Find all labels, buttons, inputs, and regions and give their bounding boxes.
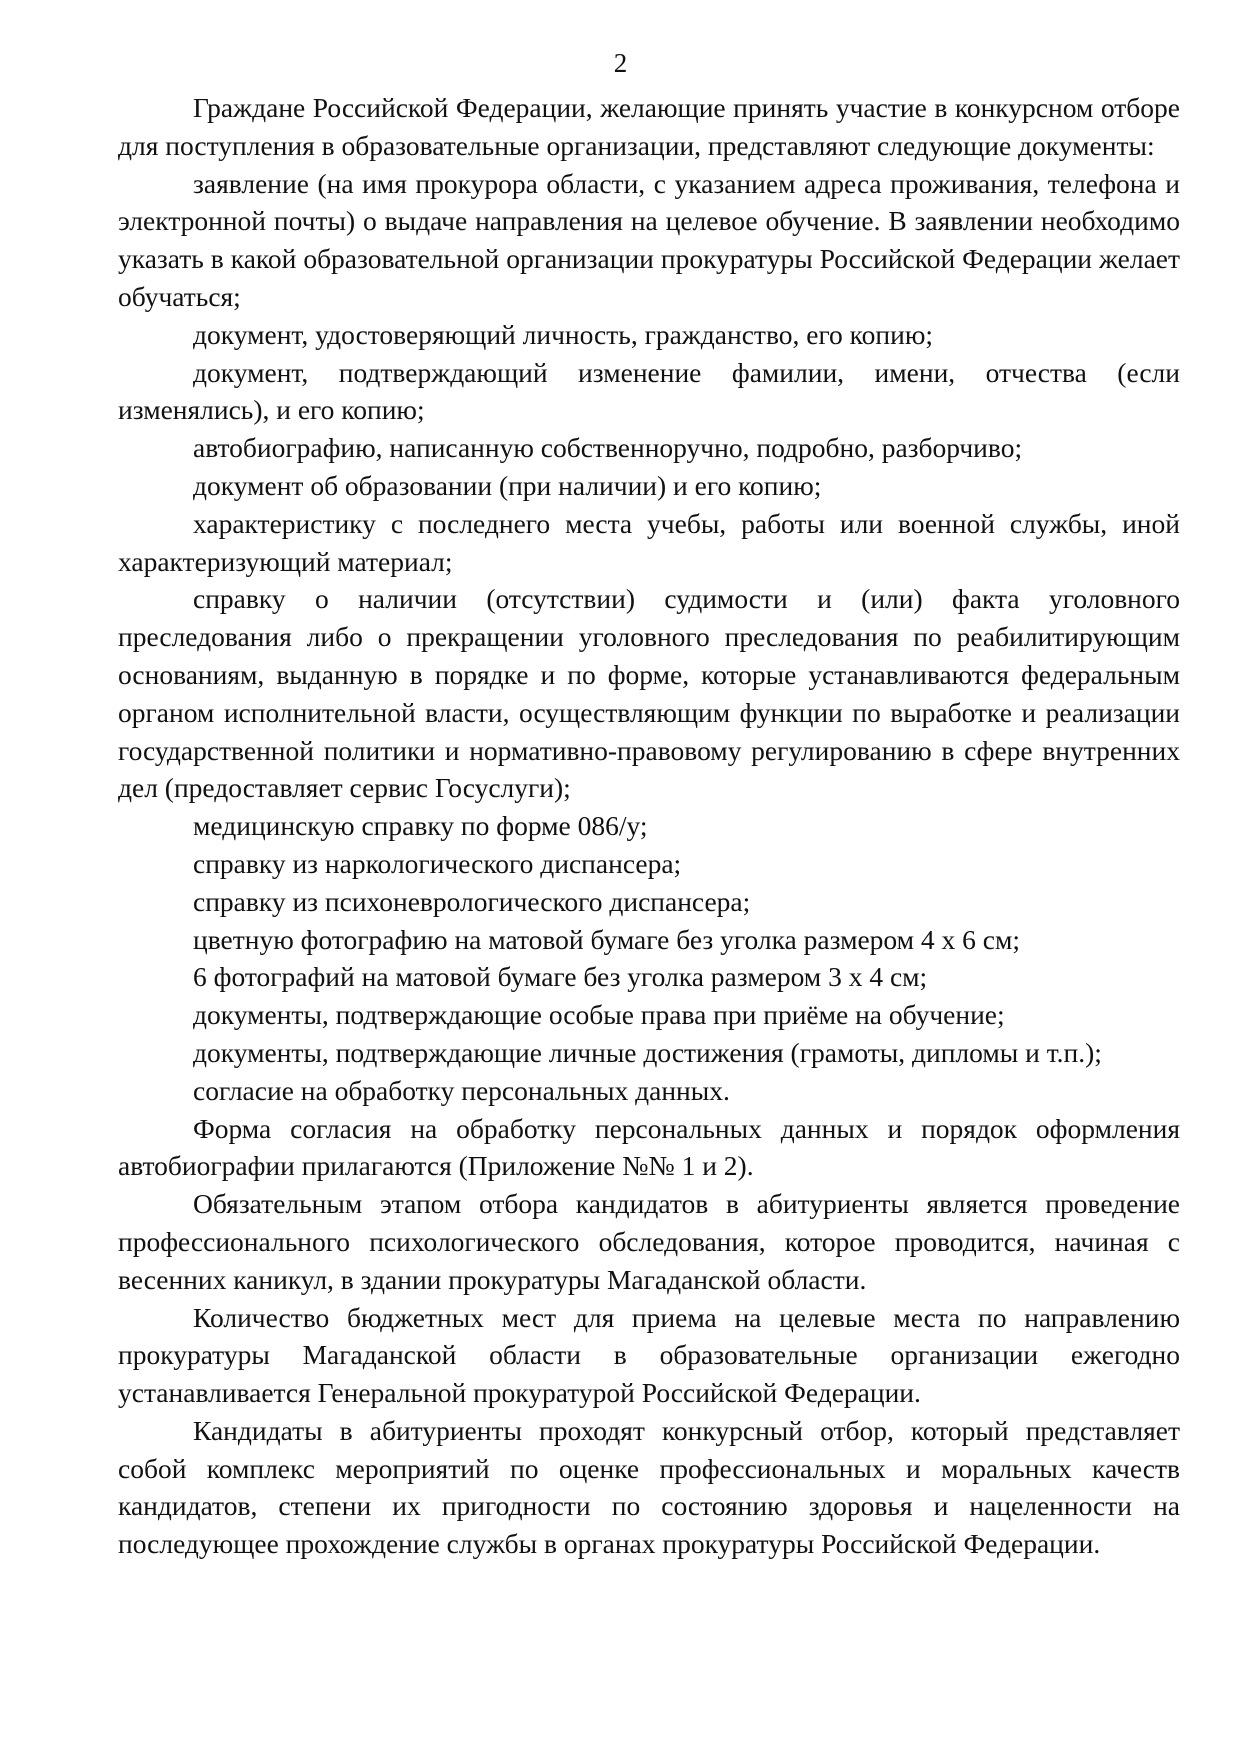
list-item-education-document: документ об образовании (при наличии) и его копию;	[193, 469, 822, 501]
list-item-autobiography: автобиографию, написанную собственноручно, подробно, разборчиво;	[193, 432, 1023, 464]
page-number: 2	[613, 48, 628, 78]
list-item-reference-letter: характеристику с последнего места учебы, работы или военной службы, иной характеризующий материал;	[118, 507, 1180, 577]
paragraph-intro: Граждане Российской Федерации, желающие принять участие в конкурсном отборе для поступления в образовательные организации, представляют следующие документы:	[118, 92, 1180, 161]
list-item-color-photo: цветную фотографию на матовой бумаге без уголка размером 4 х 6 см;	[193, 923, 1021, 955]
list-item-application: заявление (на имя прокурора области, с указанием адреса проживания, телефона и электронной почты) о выдаче направления на целевое обучение. В заявлении необходимо указать в какой образовательной организации прокуратуры Российской Федерации желает обучаться;	[118, 167, 1180, 312]
document-body	[118, 89, 1180, 1563]
list-item-psychoneurology-certificate: справку из психоневрологического диспансера;	[193, 885, 751, 917]
list-item-narcology-certificate: справку из наркологического диспансера;	[193, 847, 682, 879]
list-item-medical-certificate: медицинскую справку по форме 086/у;	[193, 810, 648, 842]
list-item-special-rights-documents: документы, подтверждающие особые права при приёме на обучение;	[193, 999, 1005, 1031]
list-item-personal-data-consent: согласие на обработку персональных данных.	[193, 1074, 730, 1106]
list-item-identity-document: документ, удостоверяющий личность, гражданство, его копию;	[193, 318, 934, 350]
list-item-criminal-record-certificate: справку о наличии (отсутствии) судимости и (или) факта уголовного преследования либо о прекращении уголовного преследования по реабилитирующим основаниям, выданную в порядке и по форме, которые устанавливаются федеральным органом исполнительной власти, осуществляющим функции по выработке и реализации государственной политики и нормативно-правовому регулированию в сфере внутренних дел (предоставляет сервис Госуслуги);	[118, 583, 1180, 804]
paragraph-psychological-exam: Обязательным этапом отбора кандидатов в абитуриенты является проведение профессионального психологического обследования, которое проводится, начиная с весенних каникул, в здании прокуратуры Магаданской области.	[118, 1188, 1180, 1295]
paragraph-competitive-selection: Кандидаты в абитуриенты проходят конкурсный отбор, который представляет собой комплекс мероприятий по оценке профессиональных и моральных качеств кандидатов, степени их пригодности по состоянию здоровья и нацеленности на последующее прохождение службы в органах прокуратуры Российской Федерации.	[118, 1414, 1180, 1560]
list-item-small-photos: 6 фотографий на матовой бумаге без уголка размером 3 х 4 см;	[193, 961, 928, 993]
paragraph-consent-form: Форма согласия на обработку персональных данных и порядок оформления автобиографии прилагаются (Приложение №№ 1 и 2).	[118, 1112, 1180, 1182]
list-item-name-change-document: документ, подтверждающий изменение фамилии, имени, отчества (если изменялись), и его копию;	[118, 356, 1180, 426]
list-item-achievements-documents: документы, подтверждающие личные достижения (грамоты, дипломы и т.п.);	[193, 1036, 1102, 1068]
paragraph-budget-places: Количество бюджетных мест для приема на целевые места по направлению прокуратуры Магаданской области в образовательные организации ежегодно устанавливается Генеральной прокуратурой Российской Федерации.	[118, 1301, 1180, 1409]
